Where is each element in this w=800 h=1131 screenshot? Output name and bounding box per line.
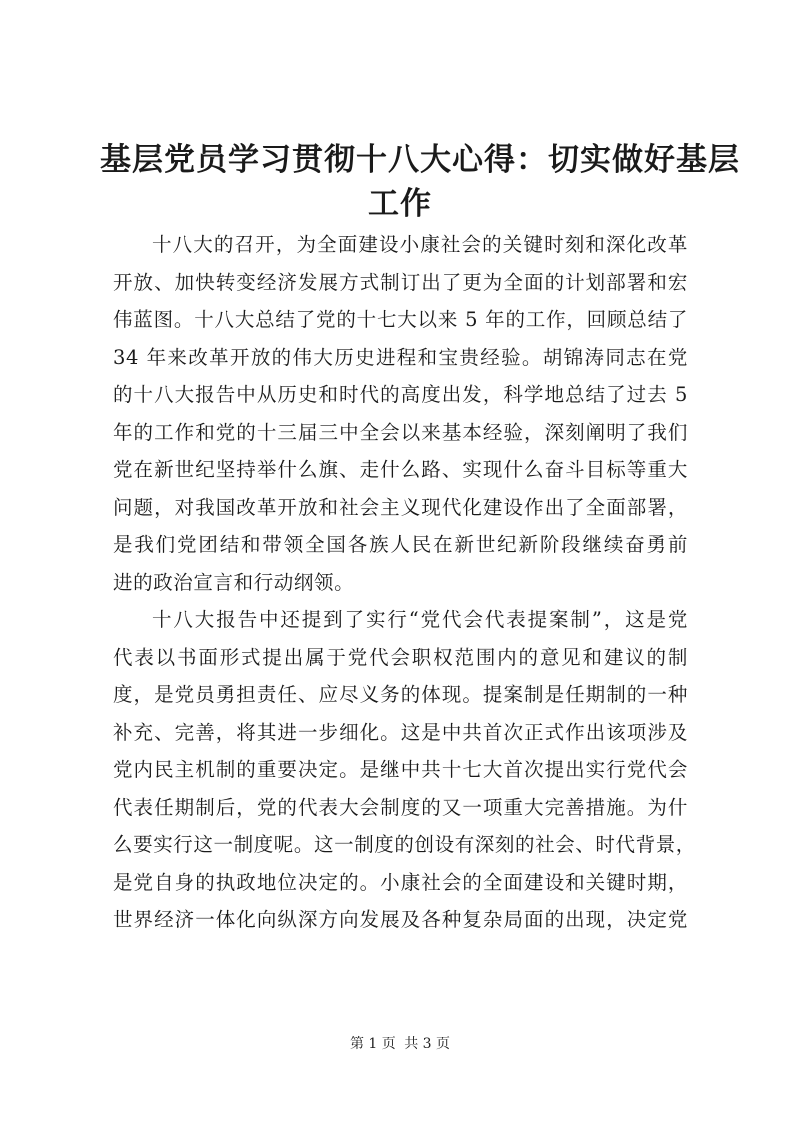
text-line: 代表任期制后，党的代表大会制度的又一项重大完善措施。为什 (113, 795, 688, 819)
paragraph-2 (113, 601, 696, 939)
text-line: 问题，对我国改革开放和社会主义现代化建设作出了全面部署， (113, 495, 688, 519)
text-line: 党在新世纪坚持举什么旗、走什么路、实现什么奋斗目标等重大 (113, 458, 688, 481)
text-line: 十八大的召开，为全面建设小康社会的关键时刻和深化改革 (152, 233, 688, 256)
text-line: 的十八大报告中从历史和时代的高度出发，科学地总结了过去 5 (113, 383, 688, 406)
text-line: 年的工作和党的十三届三中全会以来基本经验，深刻阐明了我们 (113, 420, 688, 444)
title-line: 工作 (368, 186, 432, 222)
text-line: 代表以书面形式提出属于党代会职权范围内的意见和建议的制 (113, 645, 688, 669)
text-line: 世界经济一体化向纵深方向发展及各种复杂局面的出现，决定党 (113, 908, 688, 931)
text-line: 十八大报告中还提到了实行“党代会代表提案制”，这是党 (152, 608, 688, 631)
text-line: 34 年来改革开放的伟大历史进程和宝贵经验。胡锦涛同志在党 (113, 345, 688, 369)
text-line: 开放、加快转变经济发展方式制订出了更为全面的计划部署和宏 (113, 270, 688, 294)
text-line: 补充、完善，将其进一步细化。这是中共首次正式作出该项涉及 (113, 720, 688, 744)
title-line: 基层党员学习贯彻十八大心得：切实做好基层 (100, 142, 740, 178)
text-line: 进的政治宣言和行动纲领。 (113, 570, 355, 594)
text-line: 伟蓝图。十八大总结了党的十七大以来 5 年的工作，回顾总结了 (113, 308, 688, 331)
page-number: 第 1 页 (349, 1036, 396, 1052)
text-line: 党内民主机制的重要决定。是继中共十七大首次提出实行党代会 (113, 758, 688, 781)
text-line: 是我们党团结和带领全国各族人民在新世纪新阶段继续奋勇前 (113, 533, 688, 556)
page-footer (0, 1033, 800, 1053)
text-line: 么要实行这一制度呢。这一制度的创设有深刻的社会、时代背景， (113, 833, 696, 856)
document-body (113, 226, 696, 939)
document-title (100, 138, 740, 226)
paragraph-1 (113, 226, 688, 601)
page-total: 共 3 页 (404, 1036, 451, 1052)
text-line: 是党自身的执政地位决定的。小康社会的全面建设和关键时期， (113, 870, 688, 894)
text-line: 度，是党员勇担责任、应尽义务的体现。提案制是任期制的一种 (113, 683, 688, 706)
